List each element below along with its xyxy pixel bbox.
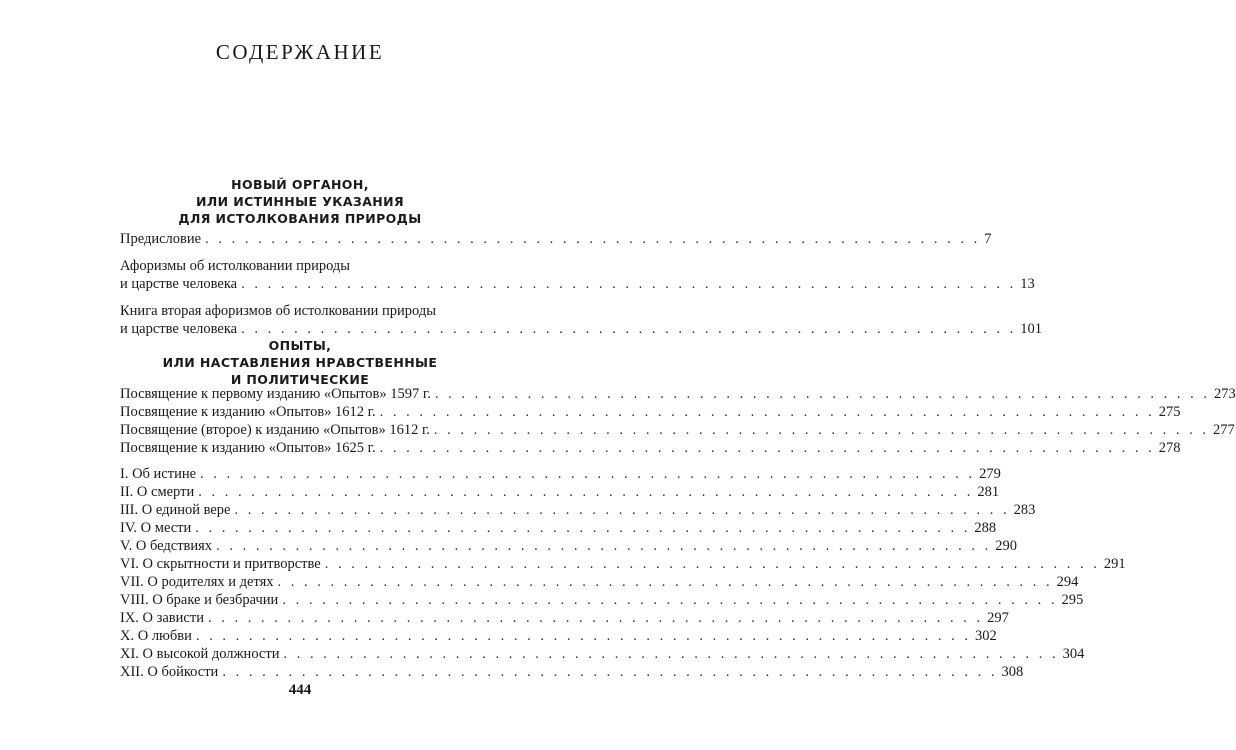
page-title: СОДЕРЖАНИЕ: [215, 40, 385, 64]
leader-dots: . . . . . . . . . . . . . . . . . . . . . . . . . . . . . . . . . . . . . . . . . . . . . . . . . . . . . . . . . . .: [195, 520, 971, 536]
leader-dots: . . . . . . . . . . . . . . . . . . . . . . . . . . . . . . . . . . . . . . . . . . . . . . . . . . . . . . . . . . .: [283, 646, 1059, 662]
leader-dots: . . . . . . . . . . . . . . . . . . . . . . . . . . . . . . . . . . . . . . . . . . . . . . . . . . . . . . . . . . .: [198, 484, 974, 500]
section-1-entries: [120, 230, 1042, 338]
toc-entry[interactable]: [120, 483, 1000, 501]
toc-entry-page: 277: [1213, 422, 1235, 438]
toc-entry[interactable]: [120, 501, 1036, 519]
toc-entry[interactable]: [120, 403, 1181, 421]
toc-entry-title-cont: и царстве человека: [120, 321, 238, 337]
toc-entry-title: VI. О скрытности и притворстве: [120, 556, 321, 572]
toc-entry-title: Посвящение к первому изданию «Опытов» 1597 г.: [120, 386, 431, 402]
toc-entry[interactable]: [120, 385, 1236, 403]
toc-entry-page: 275: [1158, 404, 1181, 420]
leader-dots: . . . . . . . . . . . . . . . . . . . . . . . . . . . . . . . . . . . . . . . . . . . . . . . . . . . . . . . . . . .: [324, 556, 1100, 572]
toc-entry[interactable]: [120, 609, 1009, 627]
leader-dots: . . . . . . . . . . . . . . . . . . . . . . . . . . . . . . . . . . . . . . . . . . . . . . . . . . . . . . . . . . .: [277, 574, 1053, 590]
toc-entry-page: 294: [1056, 574, 1079, 590]
toc-entry[interactable]: [120, 302, 1042, 338]
toc-entry[interactable]: [120, 537, 1017, 555]
leader-dots: . . . . . . . . . . . . . . . . . . . . . . . . . . . . . . . . . . . . . . . . . . . . . . . . . . . . . . . . . . .: [234, 502, 1010, 518]
toc-entry[interactable]: [120, 555, 1126, 573]
toc-entry-title: VII. О родителях и детях: [120, 574, 274, 590]
toc-entry-title: Посвящение к изданию «Опытов» 1625 г.: [120, 440, 376, 456]
section-1-heading-line: НОВЫЙ ОРГАНОН,: [231, 177, 369, 192]
toc-entry-page: 13: [1020, 276, 1035, 292]
toc-entry-title: VIII. О браке и безбрачии: [120, 592, 279, 608]
toc-entry-page: 279: [979, 466, 1001, 482]
toc-entry-title: I. Об истине: [120, 466, 197, 482]
toc-entry-title: Посвящение к изданию «Опытов» 1612 г.: [120, 404, 376, 420]
toc-entry-page: 288: [974, 520, 997, 536]
toc-entry-page: 290: [995, 538, 1017, 554]
section-2-heading-line: ОПЫТЫ,: [268, 338, 332, 353]
toc-entry-page: 297: [987, 610, 1009, 626]
leader-dots: . . . . . . . . . . . . . . . . . . . . . . . . . . . . . . . . . . . . . . . . . . . . . . . . . . . . . . . . . . .: [434, 386, 1210, 402]
leader-dots: . . . . . . . . . . . . . . . . . . . . . . . . . . . . . . . . . . . . . . . . . . . . . . . . . . . . . . . . . . .: [379, 440, 1155, 456]
toc-entry[interactable]: [120, 573, 1079, 591]
toc-entry[interactable]: [120, 257, 1035, 293]
toc-entry-page: 308: [1001, 664, 1024, 680]
toc-entry-title: X. О любви: [120, 628, 192, 644]
toc-entry-page: 7: [984, 231, 992, 247]
toc-entry[interactable]: [120, 645, 1085, 663]
leader-dots: . . . . . . . . . . . . . . . . . . . . . . . . . . . . . . . . . . . . . . . . . . . . . . . . . . . . . . . . . . .: [195, 628, 971, 644]
leader-dots: . . . . . . . . . . . . . . . . . . . . . . . . . . . . . . . . . . . . . . . . . . . . . . . . . . . . . . . . . . .: [205, 231, 981, 247]
section-1-heading: [0, 176, 600, 227]
leader-dots: . . . . . . . . . . . . . . . . . . . . . . . . . . . . . . . . . . . . . . . . . . . . . . . . . . . . . . . . . . .: [282, 592, 1058, 608]
section-2-essays: [120, 465, 1126, 681]
toc-entry-page: 291: [1103, 556, 1126, 572]
toc-entry[interactable]: [120, 663, 1024, 681]
toc-entry-title: XII. О бойкости: [120, 664, 219, 680]
section-2-heading-line: ИЛИ НАСТАВЛЕНИЯ НРАВСТВЕННЫЕ: [162, 355, 438, 370]
toc-entry-title: IV. О мести: [120, 520, 192, 536]
leader-dots: . . . . . . . . . . . . . . . . . . . . . . . . . . . . . . . . . . . . . . . . . . . . . . . . . . . . . . . . . . .: [379, 404, 1155, 420]
toc-entry[interactable]: [120, 591, 1084, 609]
leader-dots: . . . . . . . . . . . . . . . . . . . . . . . . . . . . . . . . . . . . . . . . . . . . . . . . . . . . . . . . . . .: [222, 664, 998, 680]
leader-dots: . . . . . . . . . . . . . . . . . . . . . . . . . . . . . . . . . . . . . . . . . . . . . . . . . . . . . . . . . . .: [200, 466, 976, 482]
page-number: 444: [288, 682, 312, 698]
leader-dots: . . . . . . . . . . . . . . . . . . . . . . . . . . . . . . . . . . . . . . . . . . . . . . . . . . . . . . . . . . .: [241, 276, 1017, 292]
leader-dots: . . . . . . . . . . . . . . . . . . . . . . . . . . . . . . . . . . . . . . . . . . . . . . . . . . . . . . . . . . .: [207, 610, 984, 626]
toc-entry-page: 278: [1158, 440, 1181, 456]
toc-entry-title: IX. О зависти: [120, 610, 204, 626]
toc-entry[interactable]: [120, 230, 992, 248]
toc-entry-title: Афоризмы об истолковании природы: [120, 258, 351, 274]
toc-entry[interactable]: [120, 519, 997, 537]
toc-entry-title: V. О бедствиях: [120, 538, 213, 554]
toc-entry-title: II. О смерти: [120, 484, 195, 500]
toc-entry[interactable]: [120, 627, 997, 645]
toc-entry-title: III. О единой вере: [120, 502, 231, 518]
toc-entry-title: Книга вторая афоризмов об истолковании природы: [120, 303, 436, 319]
leader-dots: . . . . . . . . . . . . . . . . . . . . . . . . . . . . . . . . . . . . . . . . . . . . . . . . . . . . . . . . . . .: [216, 538, 992, 554]
leader-dots: . . . . . . . . . . . . . . . . . . . . . . . . . . . . . . . . . . . . . . . . . . . . . . . . . . . . . . . . . . .: [433, 422, 1210, 438]
section-2-heading: [0, 337, 600, 388]
toc-entry[interactable]: [120, 439, 1181, 457]
toc-entry-title: XI. О высокой должности: [120, 646, 280, 662]
section-1-heading-line: ДЛЯ ИСТОЛКОВАНИЯ ПРИРОДЫ: [178, 211, 422, 226]
toc-entry[interactable]: [120, 421, 1235, 439]
toc-entry-page: 101: [1020, 321, 1042, 337]
toc-entry-page: 283: [1013, 502, 1036, 518]
toc-entry-title: Посвящение (второе) к изданию «Опытов» 1612 г.: [120, 422, 430, 438]
toc-entry-page: 281: [977, 484, 1000, 500]
toc-entry-title-cont: и царстве человека: [120, 276, 238, 292]
toc-entry-page: 304: [1062, 646, 1085, 662]
toc-entry-title: Предисловие: [120, 231, 202, 247]
toc-entry[interactable]: [120, 465, 1001, 483]
toc-entry-page: 295: [1061, 592, 1084, 608]
toc-entry-page: 273: [1213, 386, 1236, 402]
section-2-dedications: [120, 385, 1236, 457]
section-1-heading-line: ИЛИ ИСТИННЫЕ УКАЗАНИЯ: [195, 194, 405, 209]
toc-entry-page: 302: [975, 628, 997, 644]
leader-dots: . . . . . . . . . . . . . . . . . . . . . . . . . . . . . . . . . . . . . . . . . . . . . . . . . . . . . . . . . . .: [241, 321, 1017, 337]
section-2-heading-line: И ПОЛИТИЧЕСКИЕ: [230, 372, 370, 387]
